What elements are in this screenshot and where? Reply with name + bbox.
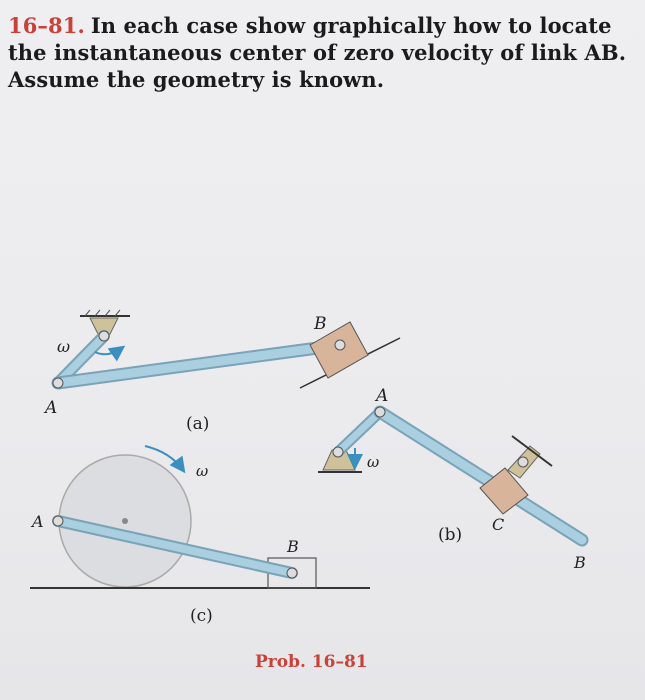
label-b-point-b: B: [574, 553, 586, 572]
omega-label-b: ω: [367, 453, 380, 471]
case-a-label: (a): [186, 414, 210, 434]
label-c-point-b: B: [287, 537, 299, 556]
label-b-point-a: A: [376, 386, 389, 406]
joint-b: [335, 340, 345, 350]
label-c-point-a: A: [32, 512, 44, 531]
case-a-diagram: [43, 310, 400, 434]
pivot-c: [518, 457, 528, 467]
joint-b-c: [287, 568, 297, 578]
case-b-label: (b): [438, 525, 463, 545]
fixed-pin: [99, 331, 109, 341]
fixed-pin-b: [333, 447, 343, 457]
case-b-diagram: [318, 386, 586, 572]
omega-label-a: ω: [57, 337, 71, 356]
label-a-point-b: B: [314, 314, 327, 334]
joint-a-b: [375, 407, 385, 417]
disk-center: [122, 518, 128, 524]
joint-a-c: [53, 516, 63, 526]
figure-caption: Prob. 16–81: [255, 652, 368, 672]
problem-text: In each case show graphically how to locate the instantaneous center of zero velocity of link AB. Assume the geometry is known.: [8, 13, 627, 92]
label-a-point-a: A: [45, 398, 58, 418]
problem-number: 16–81.: [8, 13, 85, 38]
omega-label-c: ω: [196, 462, 209, 480]
label-b-point-c: C: [492, 515, 505, 534]
case-c-label: (c): [190, 606, 213, 626]
joint-a: [53, 378, 63, 388]
